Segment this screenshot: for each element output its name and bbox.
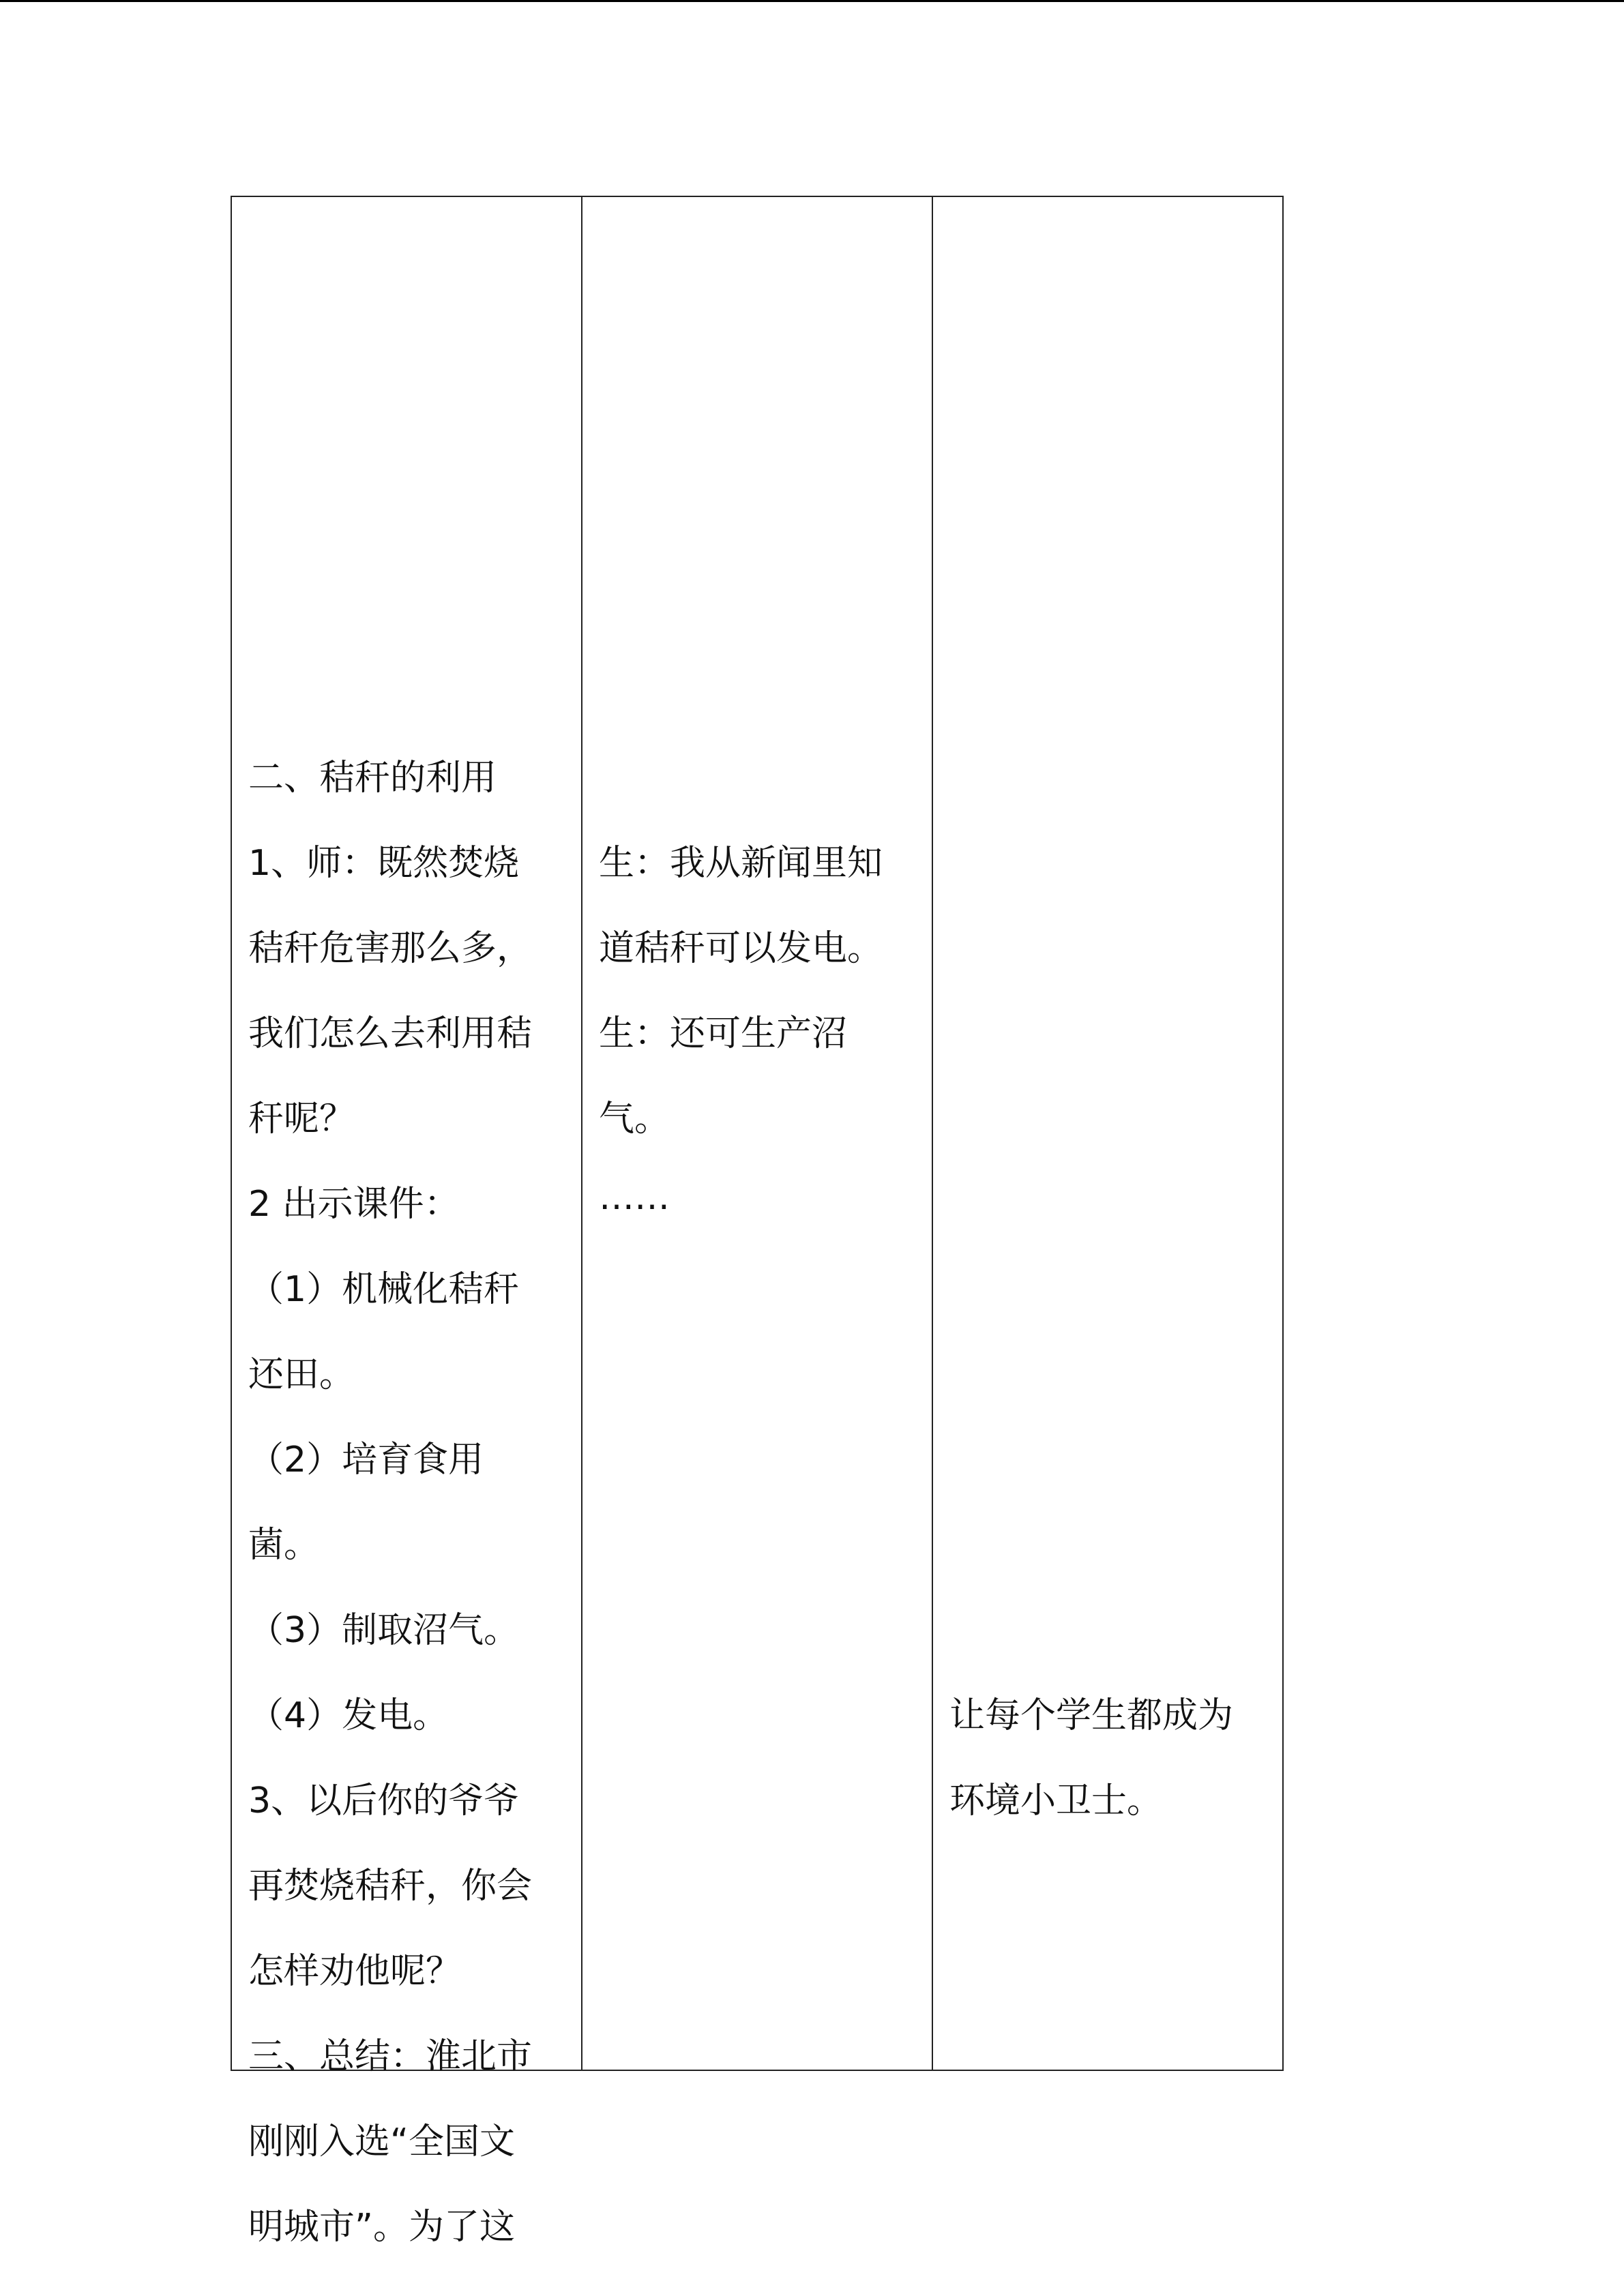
ellipsis-line: ……: [599, 1177, 670, 1218]
teacher-line: 秆呢？: [248, 1099, 355, 1139]
student-line: 生：我从新闻里知: [599, 843, 883, 884]
teacher-line: 我们怎么去利用秸: [248, 1013, 533, 1054]
intent-line: 环境小卫士。: [949, 1780, 1163, 1821]
teacher-line: 菌。: [248, 1525, 320, 1566]
teacher-activity-cell: [231, 196, 582, 2248]
teacher-line: 二、秸秆的利用: [248, 758, 497, 799]
teacher-line: （4）发电。: [248, 1695, 449, 1736]
student-activity-cell: [582, 196, 932, 2070]
table-row: [231, 196, 1283, 2070]
teacher-line: 3、以后你的爷爷: [248, 1780, 520, 1821]
teacher-line: 秸秆危害那么多，: [248, 928, 533, 969]
teacher-line: 再焚烧秸秆，你会: [248, 1866, 533, 1907]
teacher-line: （2）培育食用: [248, 1440, 484, 1480]
teacher-line: 刚刚入选“全国文: [248, 2121, 515, 2162]
student-line: 道秸秆可以发电。: [599, 928, 883, 969]
teacher-line: 三、总结：淮北市: [248, 2036, 533, 2077]
lesson-plan-table: [231, 196, 1284, 2248]
teacher-line: 怎样劝他呢？: [248, 1951, 462, 1992]
student-line: 生：还可生产沼: [599, 1013, 848, 1054]
page-top-border: [0, 0, 1624, 2]
teacher-line: （3）制取沼气。: [248, 1610, 520, 1651]
teacher-line: 2 出示课件：: [248, 1184, 460, 1225]
intent-line: 让每个学生都成为: [949, 1695, 1234, 1736]
teacher-line: 还田。: [248, 1354, 355, 1395]
design-intent-cell: [932, 196, 1283, 2070]
teacher-line: （1）机械化秸秆: [248, 1269, 520, 1310]
teacher-line: 明城市”。为了这: [248, 2207, 515, 2248]
student-line: 气。: [599, 1099, 670, 1139]
teacher-line: 1、师：既然焚烧: [248, 843, 520, 884]
